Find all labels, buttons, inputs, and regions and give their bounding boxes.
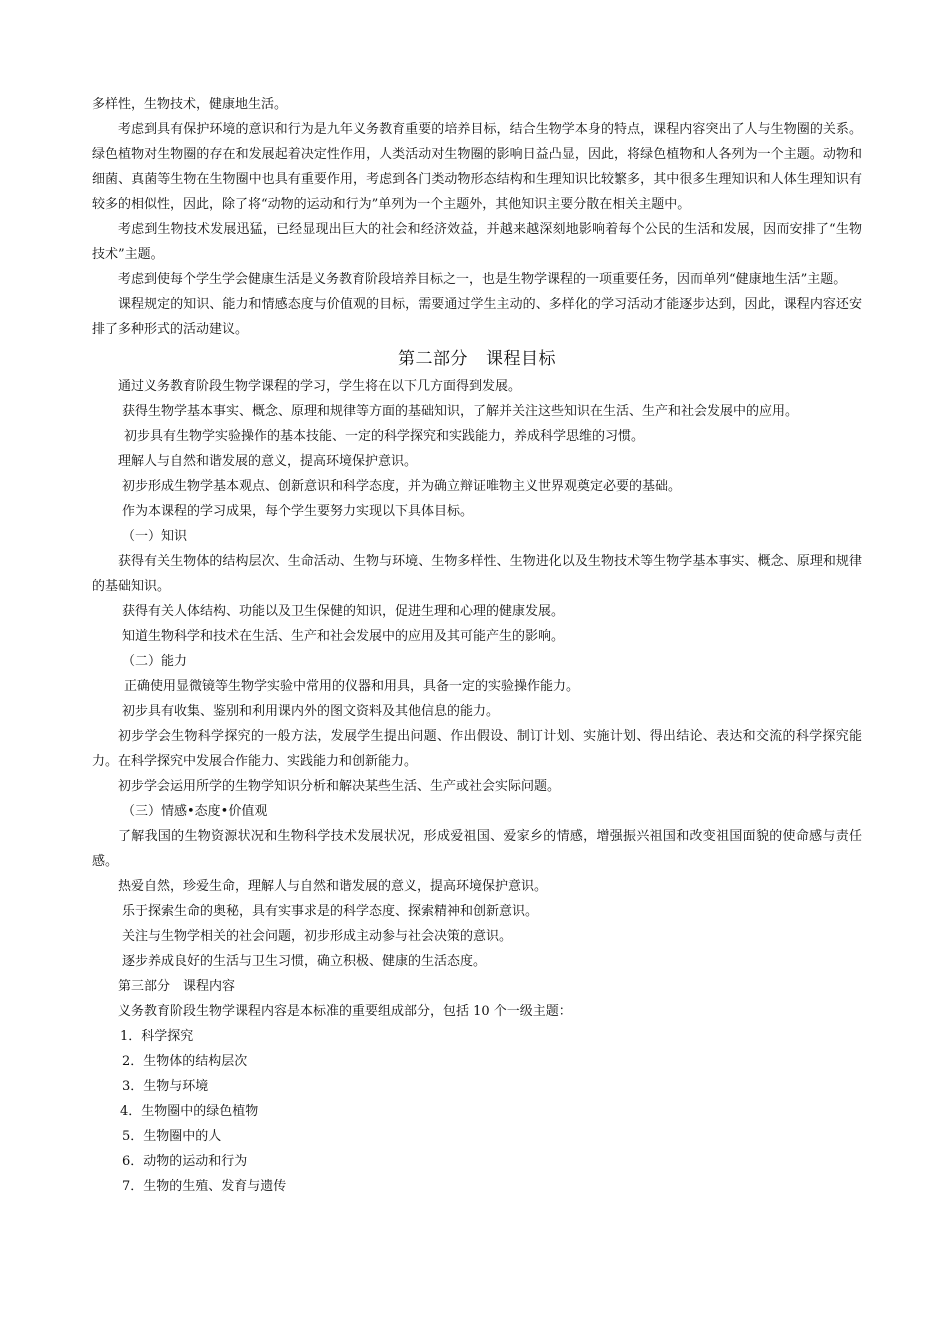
subheading-ability: （二）能力 bbox=[122, 654, 188, 669]
topic-list-item: 6．动物的运动和行为 bbox=[122, 1154, 248, 1169]
knowledge-item: 获得有关人体结构、功能以及卫生保健的知识，促进生理和心理的健康发展。 bbox=[122, 604, 565, 619]
subheading-emotion: （三）情感•态度•价值观 bbox=[122, 804, 268, 819]
goals-lead: 通过义务教育阶段生物学课程的学习，学生将在以下几方面得到发展。 bbox=[118, 379, 522, 394]
section-heading-part2 bbox=[92, 346, 862, 372]
paragraph-environment: 考虑到具有保护环境的意识和行为是九年义务教育重要的培养目标，结合生物学本身的特点，课程内容突出了人与生物圈的关系。绿色植物对生物圈的存在和发展起着决定性作用，人类活动对生物圈的影响日益凸显，因此，将绿色植物和人各列为一个主题。动物和细菌、真菌等生物在生物圈中也具有重要作用，考虑到各门类动物形态结构和生理知识比较繁多，其中很多生理知识和人体生理知识有较多的相似性，因此，除了将“动物的运动和行为”单列为一个主题外，其他知识主要分散在相关主题中。 bbox=[92, 122, 862, 212]
topic-list-item: 2．生物体的结构层次 bbox=[122, 1054, 248, 1069]
goal-item: 理解人与自然和谐发展的意义，提高环境保护意识。 bbox=[118, 454, 418, 469]
paragraph-activities: 课程规定的知识、能力和情感态度与价值观的目标，需要通过学生主动的、多样化的学习活动才能逐步达到，因此，课程内容还安排了多种形式的活动建议。 bbox=[92, 297, 862, 337]
content-lead: 义务教育阶段生物学课程内容是本标准的重要组成部分，包括 10 个一级主题： bbox=[118, 1004, 572, 1019]
goal-item: 初步具有生物学实验操作的基本技能、一定的科学探究和实践能力，养成科学思维的习惯。 bbox=[124, 429, 645, 444]
intro-tail-text: 多样性，生物技术，健康地生活。 bbox=[92, 97, 288, 112]
topic-list-item: 5．生物圈中的人 bbox=[122, 1129, 222, 1144]
emotion-item: 逐步养成良好的生活与卫生习惯，确立积极、健康的生活态度。 bbox=[122, 954, 487, 969]
emotion-item: 了解我国的生物资源状况和生物科学技术发展状况，形成爱祖国、爱家乡的情感，增强振兴祖国和改变祖国面貌的使命感与责任感。 bbox=[92, 829, 862, 869]
knowledge-item: 获得有关生物体的结构层次、生命活动、生物与环境、生物多样性、生物进化以及生物技术等生物学基本事实、概念、原理和规律的基础知识。 bbox=[92, 554, 862, 594]
topic-list-item: 7．生物的生殖、发育与遗传 bbox=[122, 1179, 287, 1194]
ability-item: 初步学会运用所学的生物学知识分析和解决某些生活、生产或社会实际问题。 bbox=[118, 779, 561, 794]
subheading-knowledge: （一）知识 bbox=[122, 529, 188, 544]
section-heading-part3: 第三部分 课程内容 bbox=[118, 979, 236, 994]
ability-item: 正确使用显微镜等生物学实验中常用的仪器和用具，具备一定的实验操作能力。 bbox=[124, 679, 580, 694]
ability-item: 初步学会生物科学探究的一般方法，发展学生提出问题、作出假设、制订计划、实施计划、得出结论、表达和交流的科学探究能力。在科学探究中发展合作能力、实践能力和创新能力。 bbox=[92, 729, 862, 769]
topic-list-item: 1．科学探究 bbox=[120, 1029, 194, 1044]
emotion-item: 关注与生物学相关的社会问题，初步形成主动参与社会决策的意识。 bbox=[122, 929, 513, 944]
emotion-item: 热爱自然，珍爱生命，理解人与自然和谐发展的意义，提高环境保护意识。 bbox=[118, 879, 548, 894]
goal-item: 获得生物学基本事实、概念、原理和规律等方面的基础知识，了解并关注这些知识在生活、生产和社会发展中的应用。 bbox=[122, 404, 799, 419]
goal-item: 作为本课程的学习成果，每个学生要努力实现以下具体目标。 bbox=[122, 504, 474, 519]
topic-list-item: 3．生物与环境 bbox=[122, 1079, 209, 1094]
goal-item: 初步形成生物学基本观点、创新意识和科学态度，并为确立辩证唯物主义世界观奠定必要的基础。 bbox=[122, 479, 682, 494]
knowledge-item: 知道生物科学和技术在生活、生产和社会发展中的应用及其可能产生的影响。 bbox=[122, 629, 565, 644]
emotion-item: 乐于探索生命的奥秘，具有实事求是的科学态度、探索精神和创新意识。 bbox=[122, 904, 539, 919]
topic-list-item: 4．生物圈中的绿色植物 bbox=[120, 1104, 259, 1119]
section-heading-part2-title: 课程目标 bbox=[486, 349, 556, 369]
ability-item: 初步具有收集、鉴别和利用课内外的图文资料及其他信息的能力。 bbox=[122, 704, 500, 719]
paragraph-health: 考虑到使每个学生学会健康生活是义务教育阶段培养目标之一，也是生物学课程的一项重要任务，因而单列“健康地生活”主题。 bbox=[118, 272, 847, 287]
document-page bbox=[92, 92, 862, 1199]
paragraph-biotech: 考虑到生物技术发展迅猛，已经显现出巨大的社会和经济效益，并越来越深刻地影响着每个公民的生活和发展，因而安排了“生物技术”主题。 bbox=[92, 222, 862, 262]
section-heading-part2-number: 第二部分 bbox=[398, 349, 468, 369]
